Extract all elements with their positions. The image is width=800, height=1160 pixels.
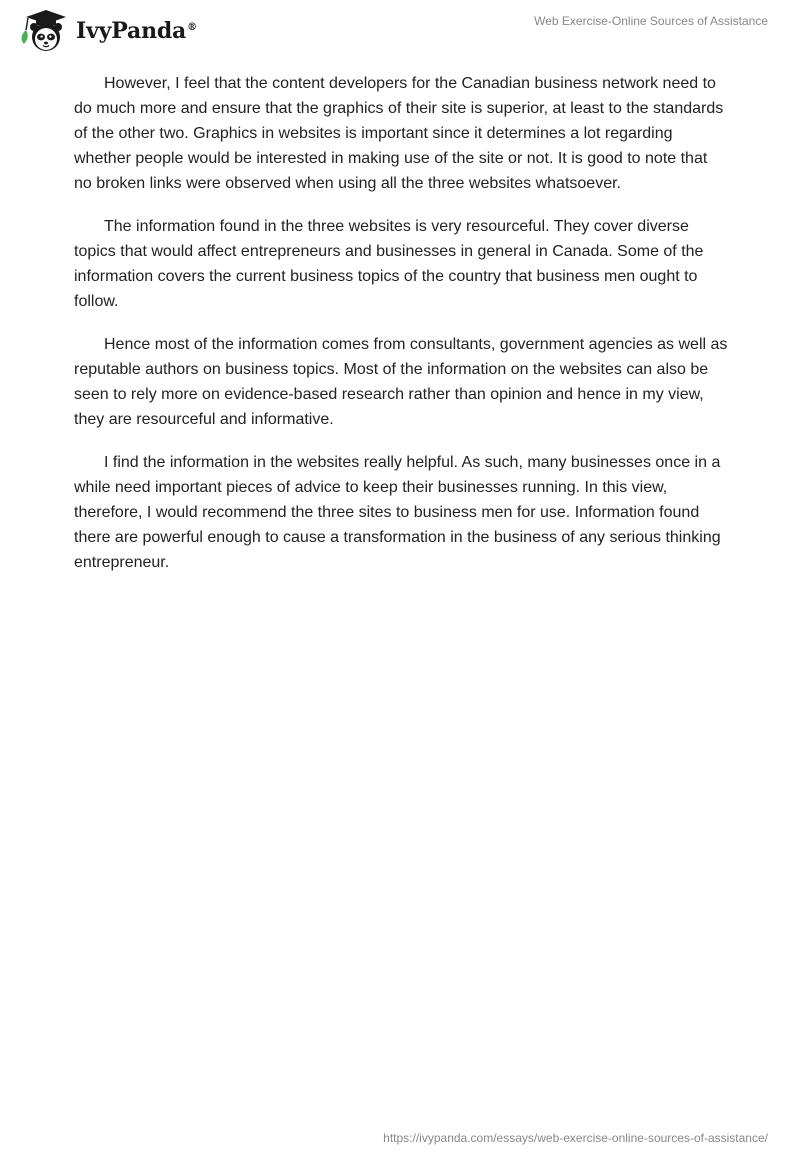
page-header [0, 0, 800, 60]
paragraph: I find the information in the websites really helpful. As such, many businesses once in a while need important pieces of advice to keep their businesses running. In this view, therefore, I would recommend the three sites to business men for use. Information found there are powerful enough to cause a transformation in the business of any serious thinking entrepreneur. [74, 454, 721, 571]
paragraph: Hence most of the information comes from consultants, government agencies as well as reputable authors on business topics. Most of the information on the websites can also be seen to rely more on evidence-based research rather than opinion and hence in my view, they are resourceful and informative. [74, 336, 728, 428]
registered-mark: ® [187, 21, 197, 33]
ivypanda-logo[interactable] [16, 8, 197, 54]
brand-name: IvyPanda® [76, 18, 197, 44]
paragraph: The information found in the three websites is very resourceful. They cover diverse topics that would affect entrepreneurs and businesses in general in Canada. Some of the information covers the current business topics of the country that business men ought to follow. [74, 218, 704, 310]
document-title: Web Exercise-Online Sources of Assistance [534, 14, 768, 28]
paragraph: However, I feel that the content developers for the Canadian business network need to do much more and ensure that the graphics of their site is superior, at least to the standards of the other two. Graphics in websites is important since it determines a lot regarding whether people would be interested in making use of the site or not. It is good to note that no broken links were observed when using all the three websites whatsoever. [74, 75, 724, 192]
panda-graduate-icon [16, 8, 74, 54]
essay-body [74, 71, 728, 593]
source-url[interactable]: https://ivypanda.com/essays/web-exercise-online-sources-of-assistance/ [383, 1131, 768, 1145]
